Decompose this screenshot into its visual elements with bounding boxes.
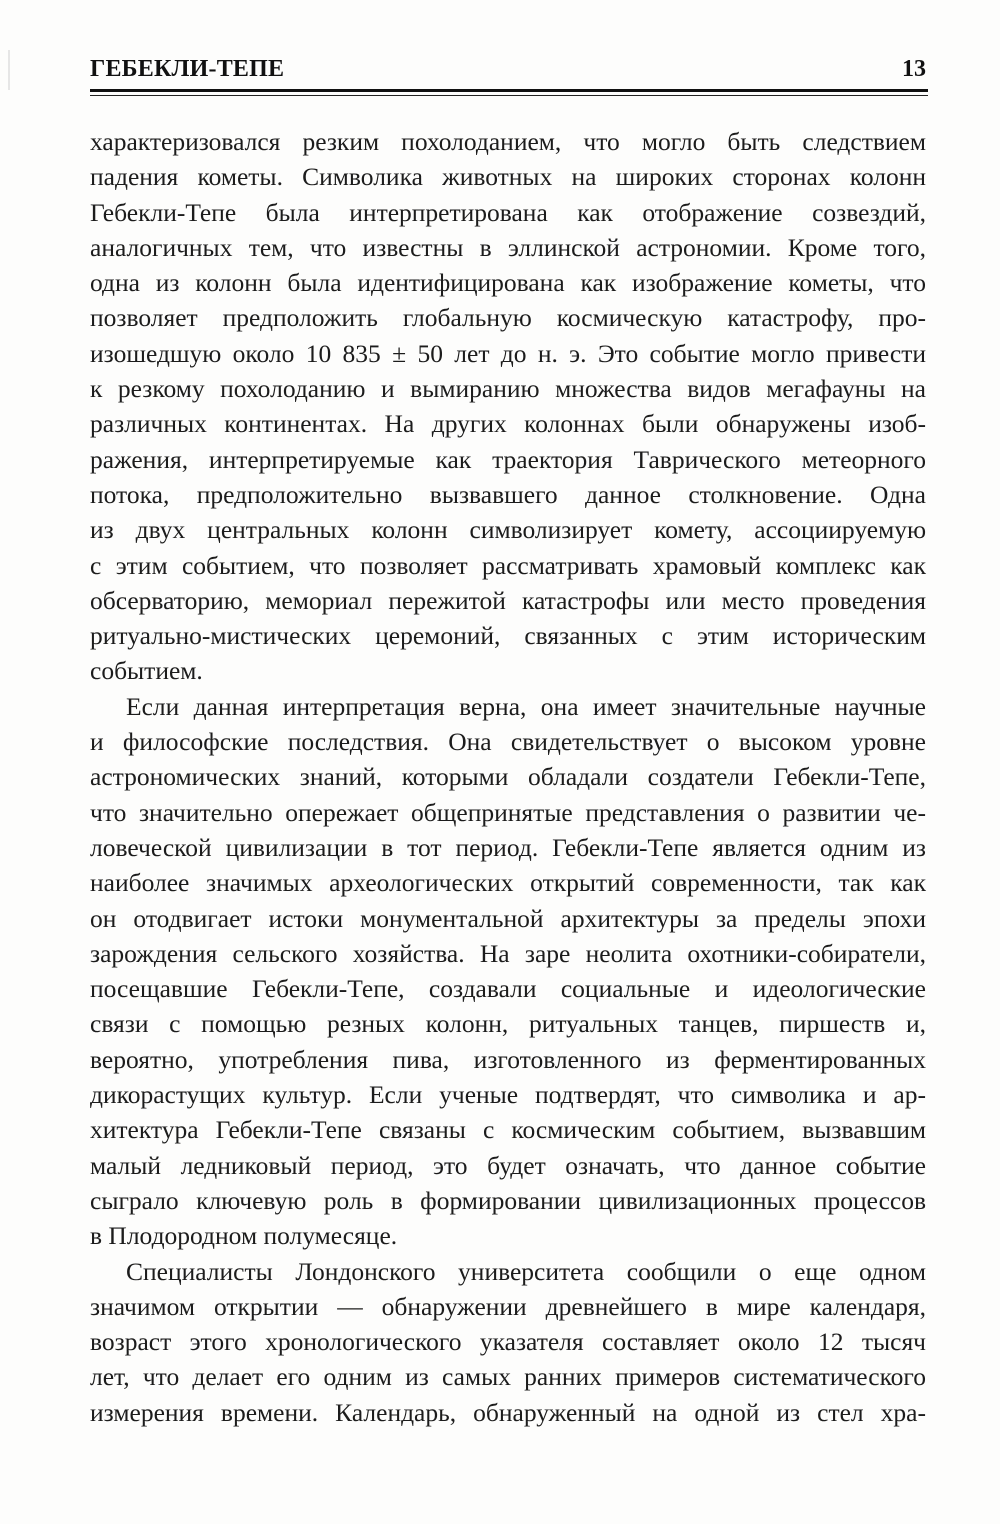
text-line: лет, что делает его одним из самых ранних примеров систематического (90, 1362, 926, 1392)
text-line: потока, предположительно вызвавшего данное столкновение. Одна (90, 479, 926, 509)
paragraph-3 (90, 1254, 926, 1430)
text-line: он отодвигает истоки монументальной архитектуры за пределы эпохи (90, 903, 926, 933)
text-line: в Плодородном полумесяце. (90, 1221, 398, 1251)
running-header-title: ГЕБЕКЛИ-ТЕПЕ (90, 56, 285, 82)
text-line: астрономических знаний, которыми обладали создатели Гебекли-Тепе, (90, 762, 926, 792)
text-line: к резкому похолоданию и вымиранию множества видов мегафауны на (90, 374, 926, 404)
text-line: связи с помощью резных колонн, ритуальных танцев, пиршеств и, (90, 1009, 926, 1039)
text-line: аналогичных тем, что известны в эллинской астрономии. Кроме того, (90, 232, 926, 262)
text-line: событием. (90, 656, 203, 686)
text-line: позволяет предположить глобальную космическую катастрофу, про- (90, 303, 926, 333)
text-line: Специалисты Лондонского университета сообщили о еще одном (126, 1256, 926, 1286)
text-line: Если данная интерпретация верна, она имеет значительные научные (126, 691, 926, 721)
text-line: малый ледниковый период, это будет означать, что данное событие (90, 1150, 926, 1180)
text-line: различных континентах. На других колоннах были обнаружены изоб- (90, 409, 926, 439)
paragraph-1 (90, 124, 926, 689)
text-line: значимом открытии — обнаружении древнейшего в мире календаря, (90, 1291, 926, 1321)
text-line: ловеческой цивилизации в тот период. Гебекли-Тепе является одним из (90, 832, 926, 862)
text-line: зарождения сельского хозяйства. На заре неолита охотники-собиратели, (90, 938, 926, 968)
text-line: и философские последствия. Она свидетельствует о высоком уровне (90, 727, 926, 757)
text-line: ритуально-мистических церемоний, связанных с этим историческим (90, 621, 926, 651)
text-line: падения кометы. Символика животных на широких сторонах колонн (90, 162, 926, 192)
text-line: изошедшую около 10 835 ± 50 лет до н. э. Это событие могло привести (90, 338, 926, 368)
text-line: с этим событием, что позволяет рассматривать храмовый комплекс как (90, 550, 926, 580)
text-line: измерения времени. Календарь, обнаруженный на одной из стел хра- (90, 1397, 926, 1427)
text-line: Гебекли-Тепе была интерпретирована как отображение созвездий, (90, 197, 926, 227)
running-header (90, 56, 928, 90)
text-line: посещавшие Гебекли-Тепе, создавали социальные и идеологические (90, 974, 926, 1004)
text-line: хитектура Гебекли-Тепе связаны с космическим событием, вызвавшим (90, 1115, 926, 1145)
text-line: дикорастущих культур. Если ученые подтвердят, что символика и ар- (90, 1080, 926, 1110)
paragraph-2 (90, 689, 926, 1254)
text-line: из двух центральных колонн символизирует комету, ассоциируемую (90, 515, 926, 545)
text-line: вероятно, употребления пива, изготовленного из ферментированных (90, 1044, 926, 1074)
text-line: что значительно опережает общепринятые представления о развитии че- (90, 797, 926, 827)
body-text (90, 124, 926, 1430)
text-line: наиболее значимых археологических открытий современности, так как (90, 868, 926, 898)
page-number: 13 (902, 56, 926, 82)
header-rule-thick (90, 89, 928, 92)
text-line: одна из колонн была идентифицирована как изображение кометы, что (90, 268, 926, 298)
text-line: возраст этого хронологического указателя составляет около 12 тысяч (90, 1327, 926, 1357)
text-line: сыграло ключевую роль в формировании цивилизационных процессов (90, 1185, 926, 1215)
text-line: ражения, интерпретируемые как траектория Таврического метеорного (90, 444, 926, 474)
text-line: характеризовался резким похолоданием, что могло быть следствием (90, 127, 926, 156)
scan-edge-mark (8, 50, 10, 90)
header-rule-thin (90, 95, 928, 96)
text-line: обсерваторию, мемориал пережитой катастрофы или место проведения (90, 585, 926, 615)
